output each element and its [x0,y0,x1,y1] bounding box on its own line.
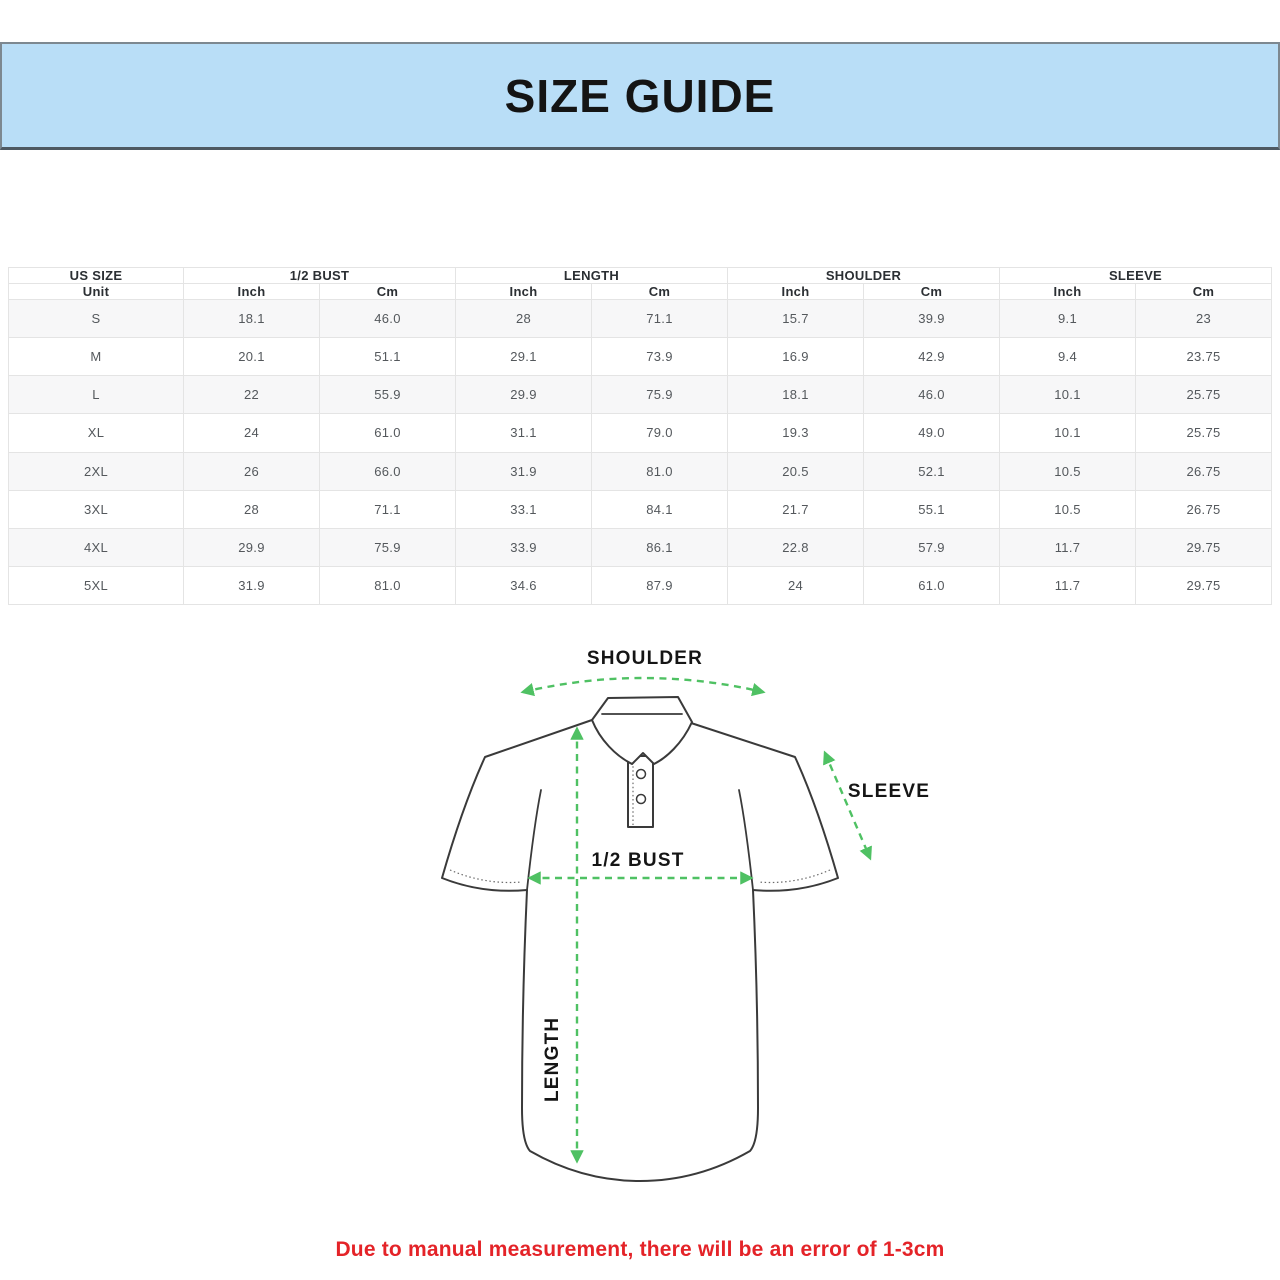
table-row-5xl [9,566,1272,604]
value-cell: 86.1 [592,528,728,566]
table-row-xl [9,414,1272,452]
value-cell: 19.3 [728,414,864,452]
unit-header-row [9,284,1272,300]
unit-header: Cm [864,284,1000,300]
page-title: SIZE GUIDE [504,69,776,122]
polo-shirt-diagram [430,640,950,1200]
value-cell: 10.1 [1000,376,1136,414]
table-row-s [9,300,1272,338]
value-cell: 20.1 [184,338,320,376]
unit-header: Inch [728,284,864,300]
half-bust-label: 1/2 BUST [591,850,685,871]
value-cell: 11.7 [1000,528,1136,566]
size-cell: 2XL [9,452,184,490]
table-row-2xl [9,452,1272,490]
button-top [637,770,646,779]
size-cell: S [9,300,184,338]
unit-header: Cm [1136,284,1272,300]
value-cell: 21.7 [728,490,864,528]
table-row-l [9,376,1272,414]
value-cell: 29.75 [1136,528,1272,566]
size-table [8,267,1272,605]
value-cell: 81.0 [320,566,456,604]
size-guide-banner [0,42,1280,150]
value-cell: 26.75 [1136,490,1272,528]
column-header-length: LENGTH [456,268,728,284]
measurement-error-note: Due to manual measurement, there will be an error of 1-3cm [335,1238,945,1261]
size-cell: XL [9,414,184,452]
value-cell: 31.1 [456,414,592,452]
value-cell: 57.9 [864,528,1000,566]
value-cell: 66.0 [320,452,456,490]
value-cell: 42.9 [864,338,1000,376]
value-cell: 55.1 [864,490,1000,528]
value-cell: 73.9 [592,338,728,376]
size-cell: M [9,338,184,376]
shoulder-label: SHOULDER [586,648,704,669]
value-cell: 71.1 [592,300,728,338]
unit-header: Unit [9,284,184,300]
value-cell: 31.9 [456,452,592,490]
unit-header: Inch [456,284,592,300]
table-row-4xl [9,528,1272,566]
value-cell: 31.9 [184,566,320,604]
button-bottom [637,795,646,804]
size-cell: 4XL [9,528,184,566]
value-cell: 52.1 [864,452,1000,490]
size-cell: 3XL [9,490,184,528]
value-cell: 24 [184,414,320,452]
value-cell: 28 [456,300,592,338]
column-header-half-bust: 1/2 BUST [184,268,456,284]
value-cell: 29.9 [456,376,592,414]
value-cell: 26.75 [1136,452,1272,490]
value-cell: 10.1 [1000,414,1136,452]
value-cell: 26 [184,452,320,490]
shoulder-arrow [523,678,763,692]
value-cell: 28 [184,490,320,528]
value-cell: 49.0 [864,414,1000,452]
value-cell: 9.4 [1000,338,1136,376]
value-cell: 71.1 [320,490,456,528]
value-cell: 29.1 [456,338,592,376]
value-cell: 22.8 [728,528,864,566]
value-cell: 10.5 [1000,452,1136,490]
value-cell: 81.0 [592,452,728,490]
value-cell: 24 [728,566,864,604]
value-cell: 87.9 [592,566,728,604]
value-cell: 18.1 [184,300,320,338]
table-row-m [9,338,1272,376]
sleeve-label: SLEEVE [847,781,931,802]
length-label: LENGTH [542,1016,563,1102]
value-cell: 10.5 [1000,490,1136,528]
value-cell: 29.9 [184,528,320,566]
value-cell: 46.0 [864,376,1000,414]
value-cell: 23 [1136,300,1272,338]
column-header-shoulder: SHOULDER [728,268,1000,284]
value-cell: 55.9 [320,376,456,414]
unit-header: Inch [184,284,320,300]
value-cell: 25.75 [1136,414,1272,452]
value-cell: 22 [184,376,320,414]
value-cell: 75.9 [320,528,456,566]
value-cell: 20.5 [728,452,864,490]
placket [628,756,653,827]
value-cell: 33.1 [456,490,592,528]
value-cell: 61.0 [864,566,1000,604]
sleeve-arrow [825,753,870,858]
value-cell: 33.9 [456,528,592,566]
value-cell: 15.7 [728,300,864,338]
value-cell: 51.1 [320,338,456,376]
value-cell: 25.75 [1136,376,1272,414]
unit-header: Inch [1000,284,1136,300]
value-cell: 61.0 [320,414,456,452]
group-header-row [9,268,1272,284]
value-cell: 46.0 [320,300,456,338]
value-cell: 18.1 [728,376,864,414]
value-cell: 84.1 [592,490,728,528]
size-cell: 5XL [9,566,184,604]
value-cell: 16.9 [728,338,864,376]
value-cell: 29.75 [1136,566,1272,604]
value-cell: 9.1 [1000,300,1136,338]
value-cell: 79.0 [592,414,728,452]
size-cell: L [9,376,184,414]
value-cell: 11.7 [1000,566,1136,604]
table-row-3xl [9,490,1272,528]
unit-header: Cm [592,284,728,300]
unit-header: Cm [320,284,456,300]
column-header-sleeve: SLEEVE [1000,268,1272,284]
value-cell: 75.9 [592,376,728,414]
value-cell: 34.6 [456,566,592,604]
value-cell: 23.75 [1136,338,1272,376]
column-header-us-size: US SIZE [9,268,184,284]
value-cell: 39.9 [864,300,1000,338]
